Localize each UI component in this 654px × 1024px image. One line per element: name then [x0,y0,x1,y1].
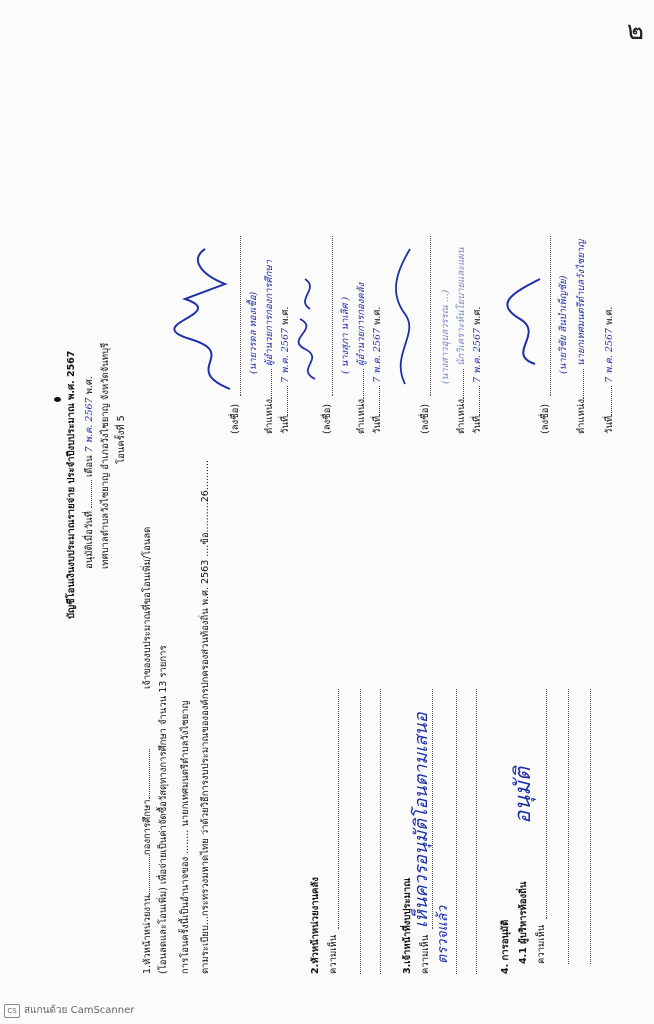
section2-date: วันที่ 7 พ.ค. 2567 พ.ศ. [372,306,383,434]
section1-reason: เจ้าของงบประมาณที่ขอโอนเพิ่ม/โอนลด [142,526,153,689]
section1-detail-2: การโอนครั้งนี้เป็นอำนาจของ ........ นายกเทศมนตรีตำบลวังไชยาญ [180,700,191,974]
section4-label: 4. การอนุมัติ [500,919,511,974]
section4-sub-label: 4.1 ผู้บริหารท้องถิ่น [518,881,529,964]
section1-detail-1: (โอนลดและโอนเพิ่ม) เพื่อจ่ายเป็นค่าจัดซื้อวัสดุทางการศึกษา จำนวน 13 รายการ [158,645,169,974]
section1-position: ตำแหน่ง ผู้อำนวยการกองการศึกษา [264,260,275,434]
section4-position: ตำแหน่ง นายกเทศมนตรีตำบลวังไชยาญ [576,239,587,434]
section2-position: ตำแหน่ง ผู้อำนวยการกองคลัง [356,282,367,434]
section3-name: (นางสาวอุบลวรรณ ...) [440,289,451,384]
section2-label: 2.หัวหน้าหน่วยงานคลัง [310,877,321,974]
section2-name: ( นางสุภา นาเลิศ ) [340,296,351,374]
section3-opinion-label: ความเห็น [420,934,431,974]
section3-opinion-handwritten-2: ตรวจแล้ว [435,905,451,964]
section4-opinion-handwritten: อนุมัติ [511,766,536,824]
section2-opinion-label: ความเห็น [328,934,339,974]
section4-signature-icon [500,274,550,374]
document-title: บัญชีโอนเงินงบประมาณรายจ่าย ประจำปีงบประมาณ พ.ศ. 2567 [66,350,77,619]
section4-date: วันที่ 7 พ.ค. 2567 พ.ศ. [604,306,615,434]
section4-sign-label: (ลงชื่อ) [540,403,551,434]
ink-dot [54,397,61,402]
section2-signature-icon [290,274,330,384]
section4-opinion-label: ความเห็น [536,924,547,964]
transfer-number: โอนครั้งที่ 5 [116,415,127,464]
approve-date-handwritten: 7 พ.ค. 2567 [84,397,95,453]
camscanner-label: สแกนด้วย CamScanner [24,1005,135,1016]
section3-signature-icon [385,244,430,394]
section2-sign-label: (ลงชื่อ) [322,403,333,434]
organization-line: เทศบาลตำบลวังไชยาญ อำเภอวังไชยาญ จังหวัดจันทบุรี [100,342,111,569]
section1-name: (นายวรดล ทองเชื้อ) [248,291,259,374]
camscanner-logo-icon: CS [4,1004,20,1018]
section3-label: 3.เจ้าหน้าที่งบประมาณ [402,877,413,974]
section4-name: (นายวิชัย สินบำเพ็ญชัย) [558,275,569,374]
section1-signature-icon [170,244,250,394]
section3-date: วันที่ 7 พ.ค. 2567 พ.ศ. [472,306,483,434]
section3-position: ตำแหน่ง นักวิเคราะห์นโยบายและแผน [456,247,467,434]
section1-date: วันที่ 7 พ.ค. 2567 พ.ศ. [280,306,291,434]
section3-opinion-handwritten: เห็นควรอนุมัติโอนตามเสนอ [411,712,432,928]
section3-sign-label: (ลงชื่อ) [420,403,431,434]
section1-detail-3: ตามระเบียบ...กระทรวงมหาดไทย ว่าด้วยวิธีการงบประมาณขององค์กรปกครองส่วนท้องถิ่น พ.ศ. 2563 ....ข้อ..........26.......... [200,459,211,974]
approve-date-line: อนุมัติเมื่อวันที่ เดือน 7 พ.ค. 2567 พ.ศ. [84,376,95,569]
section1-agency: 1.หัวหน้าหน่วยงานกองการศึกษา [142,749,153,974]
camscanner-watermark [4,1003,134,1018]
page-number-mark: ๒ [626,16,644,46]
section1-sign-label: (ลงชื่อ) [230,403,241,434]
